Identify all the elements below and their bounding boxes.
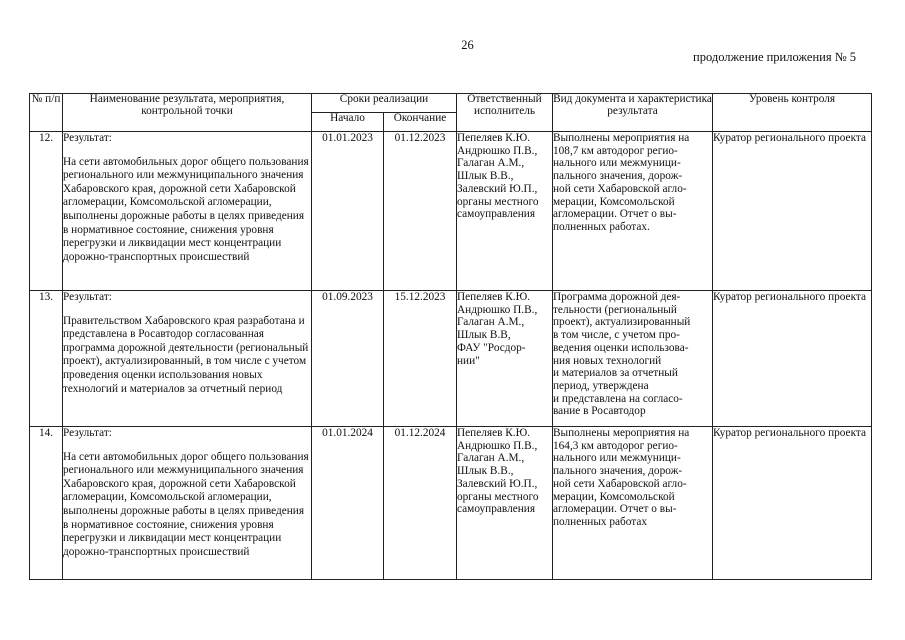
document-line: 164,3 км автодорог регио-	[553, 439, 678, 452]
table-body	[30, 132, 872, 580]
header-responsible: Ответственный исполнитель	[457, 94, 553, 132]
results-table	[29, 93, 872, 580]
row-number: 14.	[30, 427, 63, 580]
document-line: тельности (региональный	[553, 303, 677, 316]
header-num: № п/п	[30, 94, 63, 132]
appendix-continuation: продолжение приложения № 5	[693, 50, 856, 64]
table-row	[30, 291, 872, 427]
table-row	[30, 132, 872, 291]
document-cell	[553, 427, 713, 580]
result-description: На сети автомобильных дорог общего пользования регионального или межмуниципального значения Хабаровского края, дорожной сети Хабаровской агломерации, Комсомольской агломерации, выполнены дорожные работы в целях приведения в нормативное состояние, снижения уровня перегрузки и ликвидации мест концентрации дорожно-транспортных происшествий	[63, 155, 309, 263]
document-line: и материалов за отчетный	[553, 367, 678, 380]
responsible-line: Галаган А.М.,	[457, 157, 525, 170]
responsible-line: Галаган А.М.,	[457, 316, 525, 329]
document-line: в том числе, с учетом про-	[553, 329, 680, 342]
table-row	[30, 427, 872, 580]
responsible-line: ФАУ "Росдор-	[457, 341, 526, 354]
responsible-line: Залевский Ю.П.,	[457, 182, 538, 195]
responsible-line: Пепеляев К.Ю.	[457, 427, 531, 439]
end-date: 15.12.2023	[384, 291, 457, 427]
document-line: нального или межмуници-	[553, 157, 681, 170]
responsible-line: Андрюшко П.В.,	[457, 439, 538, 452]
header-name: Наименование результата, мероприятия, контрольной точки	[63, 94, 312, 132]
document-line: период, утверждена	[553, 379, 649, 392]
result-description: На сети автомобильных дорог общего пользования регионального или межмуниципального значения Хабаровского края, дорожной сети Хабаровской агломерации, Комсомольской агломерации, выполнены дорожные работы в целях приведения в нормативное состояние, снижения уровня перегрузки и ликвидации мест концентрации дорожно-транспортных происшествий	[63, 450, 309, 558]
end-date: 01.12.2024	[384, 427, 457, 580]
result-cell	[63, 427, 312, 580]
control-level: Куратор регионального проекта	[713, 427, 872, 580]
header-end: Окончание	[384, 113, 457, 132]
responsible-line: самоуправления	[457, 503, 536, 516]
document-line: пального значения, дорож-	[553, 170, 683, 183]
result-cell	[63, 132, 312, 291]
result-description: Правительством Хабаровского края разработана и представлена в Росавтодор согласованная программа дорожной деятельности (региональный проект), актуализированный, в том числе с учетом проведения оценки использования новых технологий и материалов за отчетный период	[63, 314, 309, 395]
document-line: мерации, Комсомольской	[553, 490, 675, 503]
document-line: Выполнены мероприятия на	[553, 132, 690, 144]
document-line: Программа дорожной дея-	[553, 291, 681, 303]
responsible-line: самоуправления	[457, 208, 536, 221]
header-control: Уровень контроля	[713, 94, 872, 132]
responsible-line: Пепеляев К.Ю.	[457, 291, 531, 303]
document-cell	[553, 132, 713, 291]
header-start: Начало	[312, 113, 384, 132]
responsible-line: нии"	[457, 354, 480, 367]
document-line: ной сети Хабаровской агло-	[553, 182, 687, 195]
document-line: мерации, Комсомольской	[553, 195, 675, 208]
document-line: ной сети Хабаровской агло-	[553, 477, 687, 490]
document-cell	[553, 291, 713, 427]
responsible-cell	[457, 132, 553, 291]
page-number: 26	[461, 38, 474, 52]
control-level: Куратор регионального проекта	[713, 291, 872, 427]
responsible-line: органы местного	[457, 195, 539, 208]
responsible-line: органы местного	[457, 490, 539, 503]
responsible-line: Андрюшко П.В.,	[457, 144, 538, 157]
responsible-line: Шлык В.В.,	[457, 465, 514, 478]
end-date: 01.12.2023	[384, 132, 457, 291]
document-line: полненных работах	[553, 515, 648, 528]
document-line: полненных работах.	[553, 220, 650, 233]
row-number: 13.	[30, 291, 63, 427]
document-line: ния новых технологий	[553, 354, 662, 367]
document-line: проект), актуализированный	[553, 316, 691, 329]
responsible-line: Андрюшко П.В.,	[457, 303, 538, 316]
document-line: вание в Росавтодор	[553, 405, 646, 418]
document-line: агломерации. Отчет о вы-	[553, 503, 677, 516]
responsible-line: Галаган А.М.,	[457, 452, 525, 465]
control-level: Куратор регионального проекта	[713, 132, 872, 291]
document-line: пального значения, дорож-	[553, 465, 683, 478]
header-period: Сроки реализации	[312, 94, 457, 113]
document-line: агломерации. Отчет о вы-	[553, 208, 677, 221]
responsible-line: Шлык В.В.,	[457, 170, 514, 183]
start-date: 01.01.2023	[312, 132, 384, 291]
result-title: Результат:	[63, 291, 112, 303]
row-number: 12.	[30, 132, 63, 291]
header-document: Вид документа и характеристика результата	[553, 94, 713, 132]
document-line: Выполнены мероприятия на	[553, 427, 690, 439]
responsible-line: Пепеляев К.Ю.	[457, 132, 531, 144]
responsible-cell	[457, 291, 553, 427]
document-line: ведения оценки использова-	[553, 341, 689, 354]
responsible-cell	[457, 427, 553, 580]
document-line: и представлена на согласо-	[553, 392, 683, 405]
start-date: 01.01.2024	[312, 427, 384, 580]
start-date: 01.09.2023	[312, 291, 384, 427]
document-line: нального или межмуници-	[553, 452, 681, 465]
document-line: 108,7 км автодорог регио-	[553, 144, 678, 157]
result-title: Результат:	[63, 132, 112, 144]
responsible-line: Залевский Ю.П.,	[457, 477, 538, 490]
responsible-line: Шлык В.В,	[457, 329, 511, 342]
result-title: Результат:	[63, 427, 112, 439]
result-cell	[63, 291, 312, 427]
